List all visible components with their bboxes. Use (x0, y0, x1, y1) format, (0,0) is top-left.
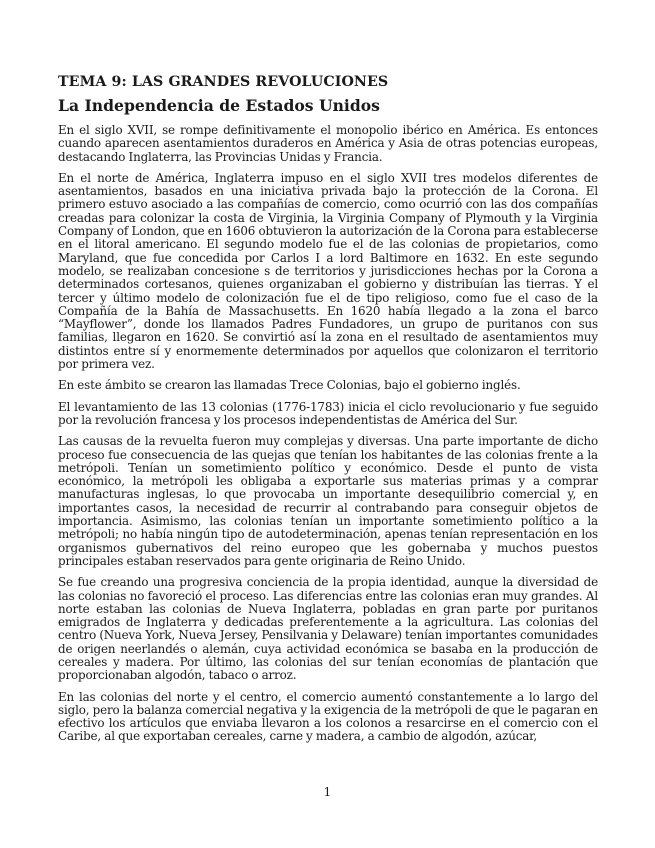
page-title: TEMA 9: LAS GRANDES REVOLUCIONES (58, 74, 389, 90)
paragraph: Las causas de la revuelta fueron muy complejas y diversas. Una parte importante de dicho proceso fue consecuencia de las quejas que tenían los habitantes de las colonias frente a la metrópoli. Tenían un sometimiento político y económico. Desde el punto de vista económico, la metrópoli les obligaba a exportarle sus materias primas y a comprar manufacturas inglesas, lo que provocaba un importante desequilibrio comercial y, en importantes casos, la necesidad de recurrir al contrabando para conseguir objetos de importancia. Asimismo, las colonias tenían un importante sometimiento político a la metrópoli; no había ningún tipo de autodeterminación, apenas tenían representación en los organismos gubernativos del reino europeo que les gobernaba y muchos puestos principales estaban reservados para gente originaria de Reino Unido. (58, 434, 598, 568)
section-heading: La Independencia de Estados Unidos (58, 96, 380, 115)
paragraph: El levantamiento de las 13 colonias (1776-1783) inicia el ciclo revolucionario y fue seguido por la revolución francesa y los procesos independentistas de América del Sur. (58, 399, 598, 427)
paragraph: En las colonias del norte y el centro, el comercio aumentó constantemente a lo largo del siglo, pero la balanza comercial negativa y la exigencia de la metrópoli de que le pagaran en efectivo los artículos que enviaba llevaron a los colonos a resarcirse en el comercio con el Caribe, al que exportaban cereales, carne y madera, a cambio de algodón, azúcar, (58, 689, 598, 744)
paragraph: En este ámbito se crearon las llamadas Trece Colonias, bajo el gobierno inglés. (58, 378, 521, 393)
paragraph: En el norte de América, Inglaterra impuso en el siglo XVII tres modelos diferentes de asentamientos, basados en una iniciativa privada bajo la protección de la Corona. El primero estuvo asociado a las compañías de comercio, como ocurrió con las dos compañías creadas para colonizar la costa de Virginia, la Virginia Company of Plymouth y la Virginia Company of London, que en 1606 obtuvieron la autorización de la Corona para establecerse en el litoral americano. El segundo modelo fue el de las colonias de propietarios, como Maryland, que fue concedida por Carlos I a lord Baltimore en 1632. En este segundo modelo, se realizaban concesione s de territorios y jurisdicciones hechas por la Corona a determinados cortesanos, quienes organizaban el gobierno y distribuían las tierras. Y el tercer y último modelo de colonización fue el de tipo religioso, como fue el caso de la Compañía de la Bahía de Massachusetts. En 1620 había llegado a la zona el barco “Mayflower”, donde los llamados Padres Fundadores, un grupo de puritanos con sus familias, llegaron en 1620. Se convirtió así la zona en el resultado de asentamientos muy distintos entre sí y enormemente determinados por aquellos que colonizaron el territorio por primera vez. (58, 170, 598, 372)
document-body (58, 74, 598, 752)
page-number: 1 (323, 785, 332, 799)
paragraph: Se fue creando una progresiva conciencia de la propia identidad, aunque la diversidad de las colonias no favoreció el proceso. Las diferencias entre las colonias eran muy grandes. Al norte estaban las colonias de Nueva Inglaterra, pobladas en gran parte por puritanos emigrados de Inglaterra y dedicadas preferentemente a la agricultura. Las colonias del centro (Nueva York, Nueva Jersey, Pensilvania y Delaware) tenían importantes comunidades de origen neerlandés o alemán, cuya actividad económica se basaba en la producción de cereales y madera. Por último, las colonias del sur tenían economías de plantación que proporcionaban algodón, tabaco o arroz. (58, 575, 598, 683)
paragraph: En el siglo XVII, se rompe definitivamente el monopolio ibérico en América. Es entonces cuando aparecen asentamientos duraderos en América y Asia de otras potencias europeas, destacando Inglaterra, las Provincias Unidas y Francia. (58, 123, 598, 164)
